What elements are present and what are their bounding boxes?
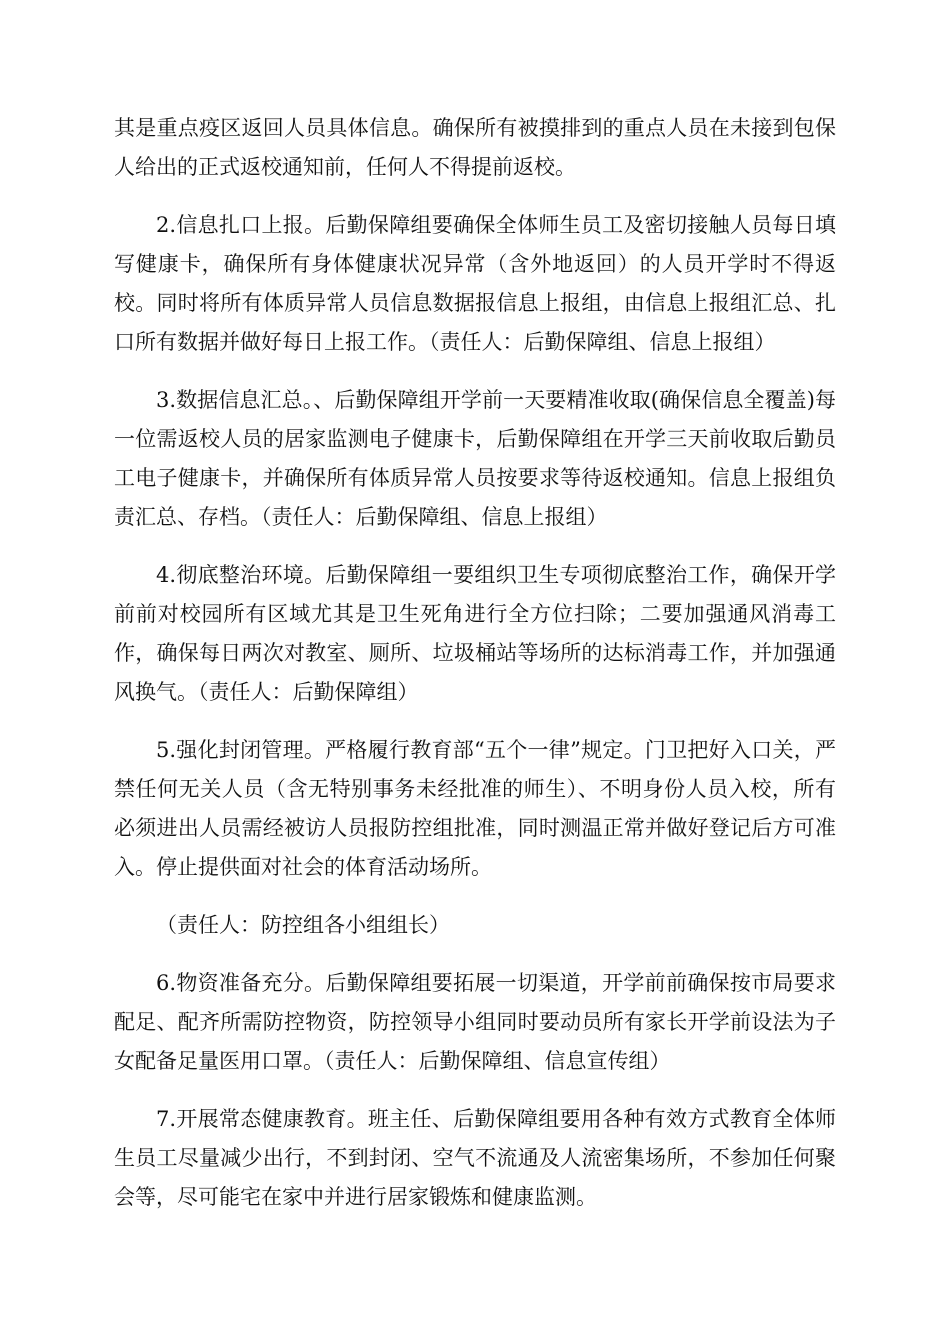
document-page <box>114 109 836 1236</box>
paragraph-item-2: 2.信息扎口上报。后勤保障组要确保全体师生员工及密切接触人员每日填写健康卡，确保所有身体健康状况异常（含外地返回）的人员开学时不得返校。同时将所有体质异常人员信息数据报信息上报组，由信息上报组汇总、扎口所有数据并做好每日上报工作。（责任人：后勤保障组、信息上报组） <box>114 213 836 354</box>
paragraph-item-7: 7.开展常态健康教育。班主任、后勤保障组要用各种有效方式教育全体师生员工尽量减少出行，不到封闭、空气不流通及人流密集场所，不参加任何聚会等，尽可能宅在家中并进行居家锻炼和健康监测。 <box>114 1107 836 1209</box>
paragraph-continuation: 其是重点疫区返回人员具体信息。确保所有被摸排到的重点人员在未接到包保人给出的正式返校通知前，任何人不得提前返校。 <box>114 116 836 179</box>
paragraph-item-5: 5.强化封闭管理。严格履行教育部“五个一律”规定。门卫把好入口关，严禁任何无关人员（含无特别事务未经批准的师生）、不明身份人员入校，所有必须进出人员需经被访人员报防控组批准，同时测温正常并做好登记后方可准入。停止提供面对社会的体育活动场所。 <box>114 738 836 879</box>
paragraph-item-6: 6.物资准备充分。后勤保障组要拓展一切渠道，开学前前确保按市局要求配足、配齐所需防控物资，防控领导小组同时要动员所有家长开学前设法为子女配备足量医用口罩。（责任人：后勤保障组、信息宣传组） <box>114 971 836 1073</box>
paragraph-responsible-note: （责任人：防控组各小组组长） <box>156 913 450 937</box>
paragraph-item-4: 4.彻底整治环境。后勤保障组一要组织卫生专项彻底整治工作，确保开学前前对校园所有区域尤其是卫生死角进行全方位扫除；二要加强通风消毒工作，确保每日两次对教室、厕所、垃圾桶站等场所的达标消毒工作，并加强通风换气。（责任人：后勤保障组） <box>114 563 836 704</box>
paragraph-item-3: 3.数据信息汇总。、后勤保障组开学前一天要精准收取(确保信息全覆盖)每一位需返校人员的居家监测电子健康卡，后勤保障组在开学三天前收取后勤员工电子健康卡，并确保所有体质异常人员按要求等待返校通知。信息上报组负责汇总、存档。（责任人：后勤保障组、信息上报组） <box>114 388 836 529</box>
